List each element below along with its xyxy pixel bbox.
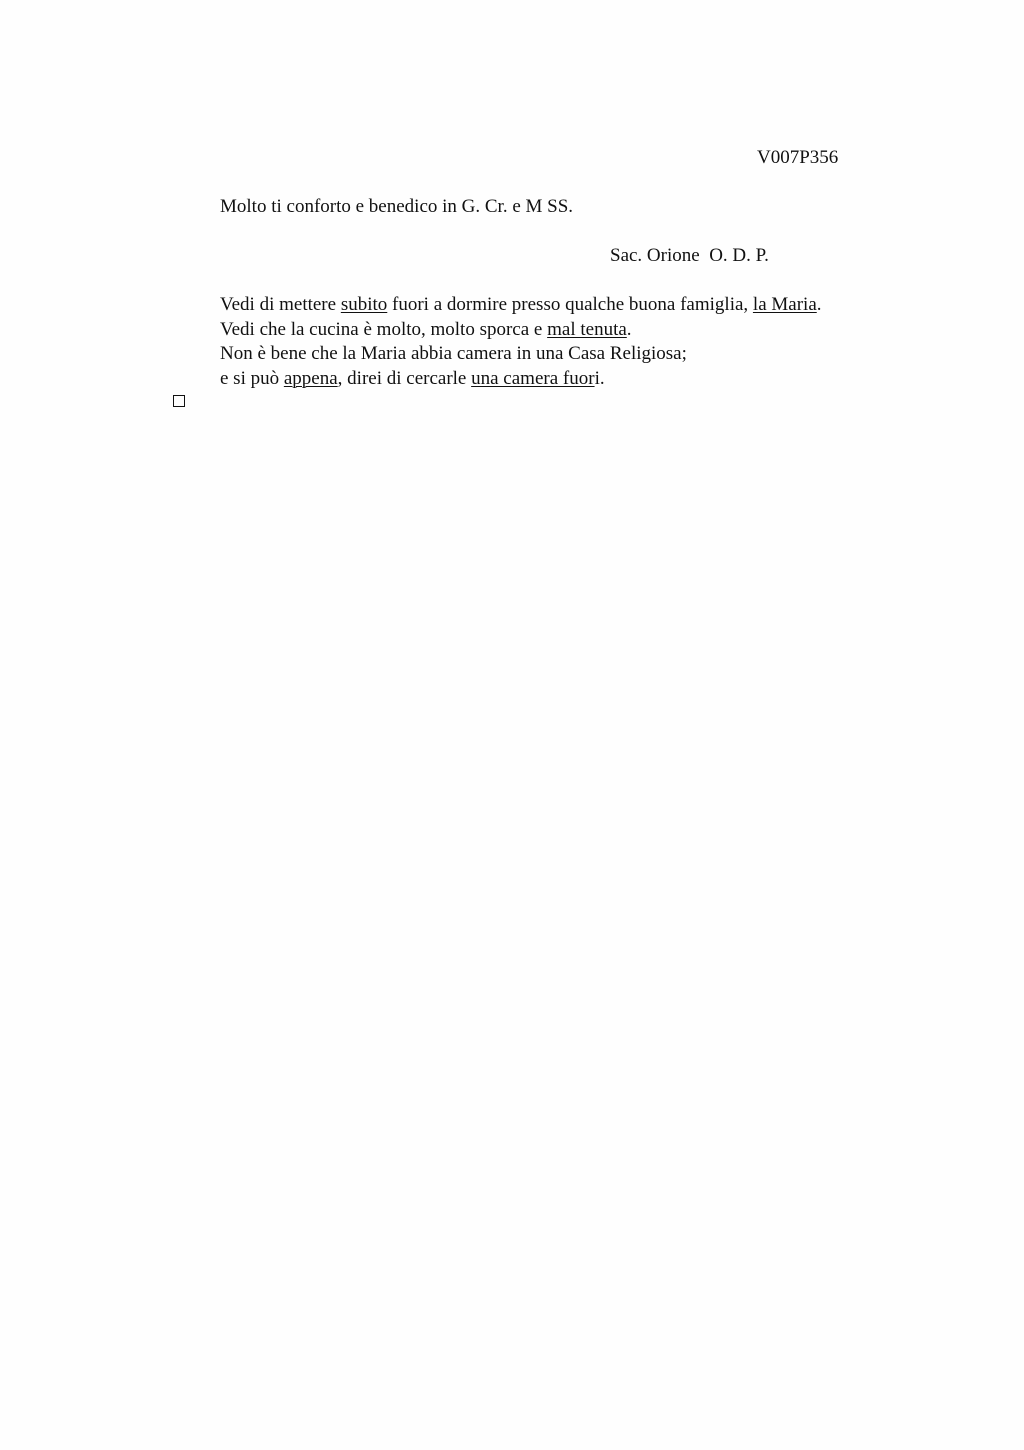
postscript-line-2: [220, 318, 822, 343]
underlined-text: mal tenuta: [547, 318, 627, 340]
text-segment: Non è bene che la Maria abbia camera in una Casa Religiosa;: [220, 343, 687, 364]
page-id: V007P356: [757, 147, 839, 168]
text-segment: .: [816, 294, 822, 315]
underlined-text: subito: [340, 294, 388, 315]
signature: Sac. Orione O. D. P.: [610, 245, 769, 266]
underlined-text: una camera fuor: [471, 367, 595, 389]
underlined-text: appena: [283, 367, 338, 389]
underlined-text: la Maria: [752, 294, 817, 315]
text-segment: i.: [594, 367, 605, 389]
text-segment: Vedi che la cucina è molto, molto sporca e: [220, 318, 548, 340]
postscript: [220, 293, 822, 391]
text-segment: fuori a dormire presso qualche buona famiglia,: [387, 294, 753, 315]
text-segment: e si può: [220, 367, 284, 389]
postscript-line-4: [220, 367, 822, 392]
text-segment: , direi di cercarle: [337, 367, 472, 389]
greeting-line: Molto ti conforto e benedico in G. Cr. e M SS.: [220, 196, 574, 217]
postscript-line-3: [220, 342, 822, 367]
text-segment: Vedi di mettere: [220, 294, 341, 315]
text-segment: .: [626, 318, 632, 340]
square-box-icon: [173, 395, 185, 407]
postscript-line-1: [220, 293, 822, 318]
